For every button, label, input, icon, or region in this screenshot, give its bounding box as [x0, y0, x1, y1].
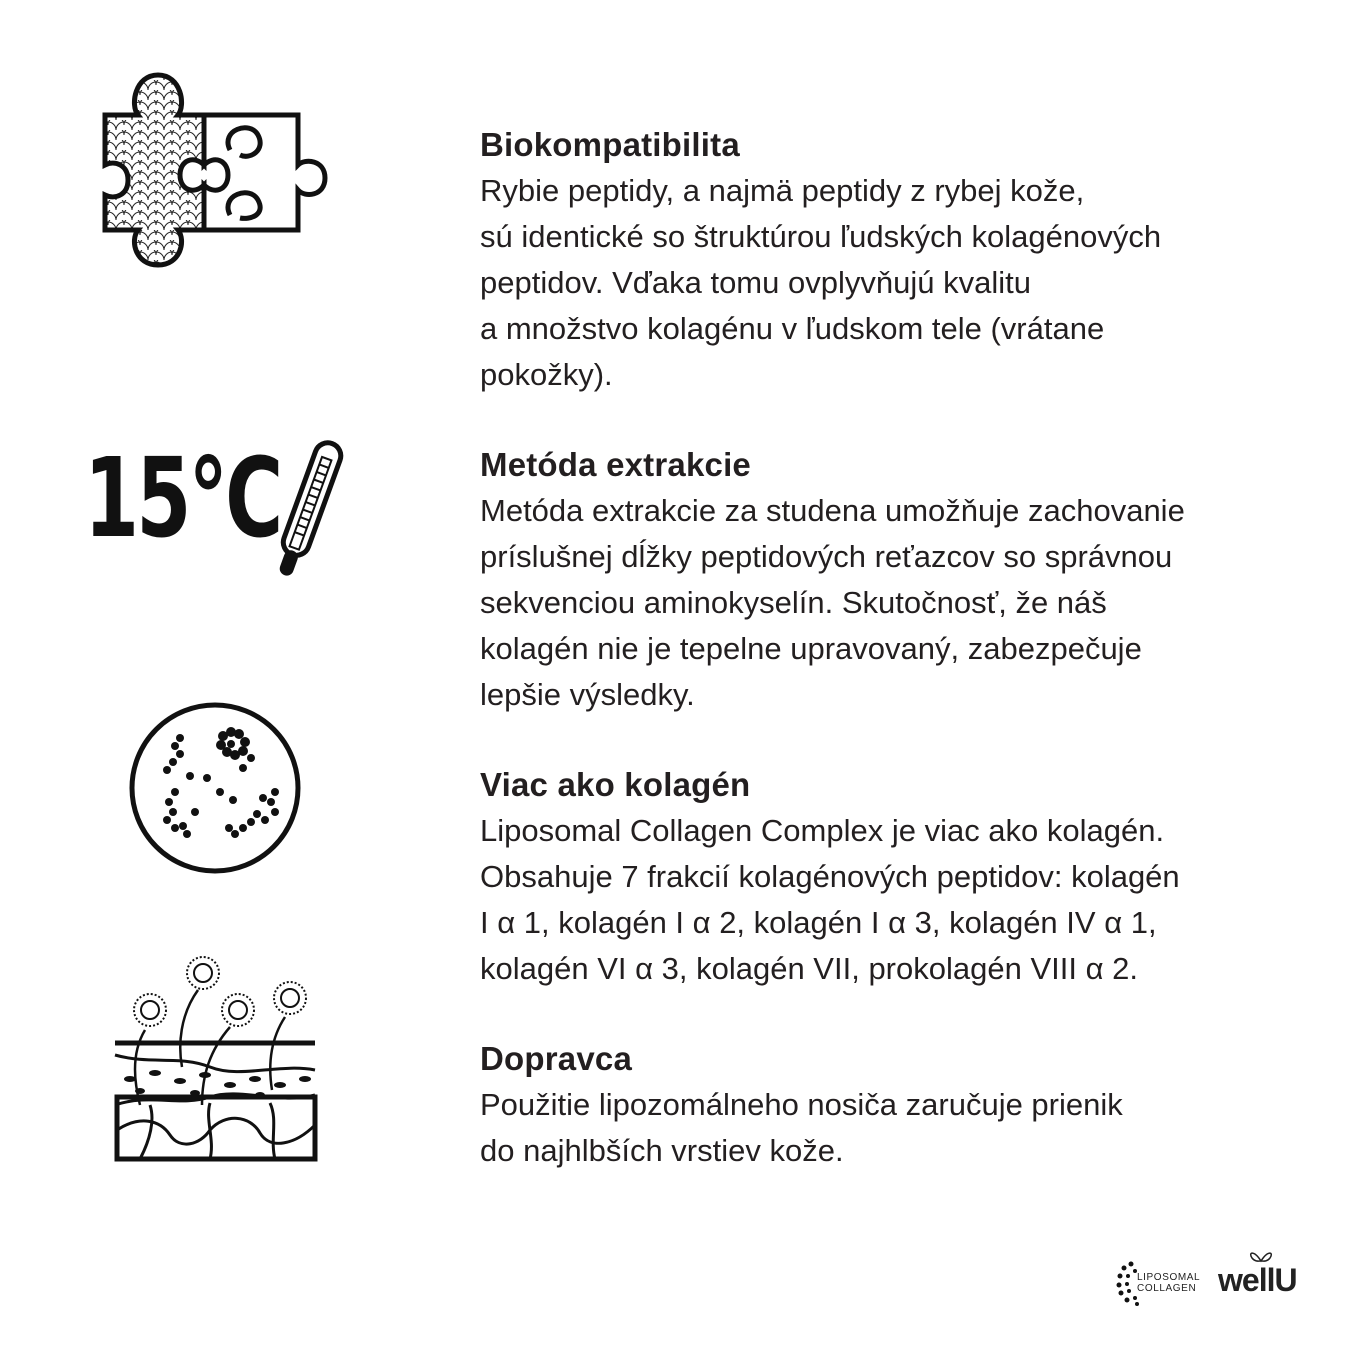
body-line: lepšie výsledky.: [480, 677, 695, 712]
section-title: Viac ako kolagén: [480, 766, 751, 803]
section-biokompatibilita: [480, 122, 1340, 398]
body-line: pokožky).: [480, 357, 613, 392]
body-line: Použitie lipozomálneho nosiča zaručuje prienik: [480, 1087, 1123, 1122]
body-line: a množstvo kolagénu v ľudskom tele (vrátane: [480, 311, 1105, 346]
logo-line-2: COLLAGEN: [1137, 1283, 1197, 1294]
body-line: kolagén VI α 3, kolagén VII, prokolagén VIII α 2.: [480, 951, 1138, 986]
body-line: Liposomal Collagen Complex je viac ako kolagén.: [480, 813, 1165, 848]
body-line: Obsahuje 7 frakcií kolagénových peptidov: kolagén: [480, 859, 1180, 894]
liposomal-collagen-logo: [1115, 1258, 1200, 1308]
section-viac-ako-kolagen: [480, 762, 1340, 992]
body-line: Rybie peptidy, a najmä peptidy z rybej kože,: [480, 173, 1085, 208]
body-line: I α 1, kolagén I α 2, kolagén I α 3, kolagén IV α 1,: [480, 905, 1157, 940]
puzzle-icon: [100, 70, 330, 270]
logo-line-1: LIPOSOMAL: [1137, 1272, 1201, 1283]
section-title: Metóda extrakcie: [480, 446, 751, 483]
thermometer-icon: [265, 435, 350, 585]
temperature-label: 15°C: [84, 434, 281, 562]
skin-layers-icon: [110, 955, 325, 1165]
section-title: Biokompatibilita: [480, 126, 740, 163]
body-line: kolagén nie je tepelne upravovaný, zabezpečuje: [480, 631, 1142, 666]
section-metoda-extrakcie: [480, 442, 1340, 718]
body-line: do najhlbších vrstiev kože.: [480, 1133, 844, 1168]
section-title: Dopravca: [480, 1040, 633, 1077]
section-dopravca: [480, 1036, 1340, 1174]
body-line: sekvenciou aminokyselín. Skutočnosť, že náš: [480, 585, 1107, 620]
body-line: peptidov. Vďaka tomu ovplyvňujú kvalitu: [480, 265, 1031, 300]
molecules-icon: [125, 700, 305, 880]
body-line: príslušnej dĺžky peptidových reťazcov so správnou: [480, 539, 1173, 574]
body-line: sú identické so štruktúrou ľudských kolagénových: [480, 219, 1162, 254]
wellu-logo: wellU: [1218, 1262, 1297, 1298]
body-line: Metóda extrakcie za studena umožňuje zachovanie: [480, 493, 1185, 528]
